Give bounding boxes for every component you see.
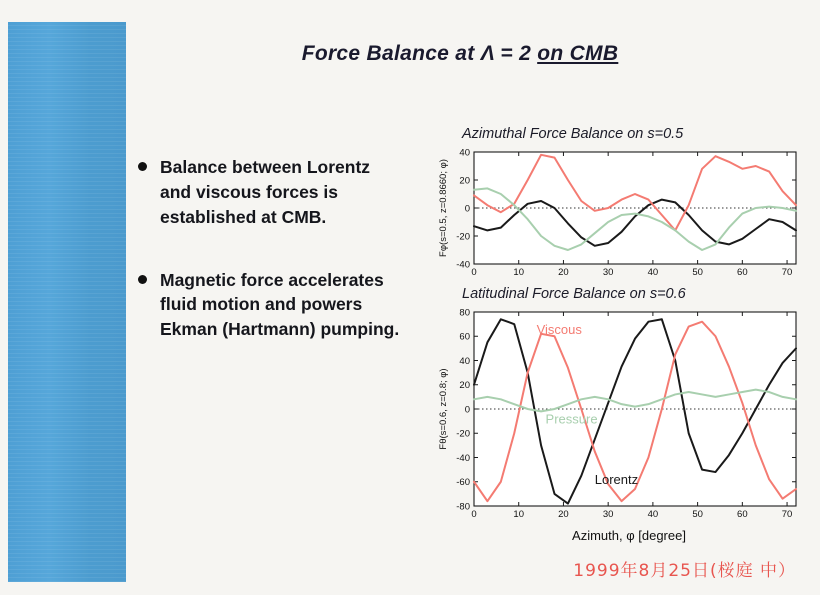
svg-text:40: 40	[459, 147, 470, 159]
svg-text:30: 30	[602, 267, 614, 278]
svg-text:0: 0	[464, 203, 470, 215]
list-item	[138, 155, 400, 230]
chart-azimuthal-force-balance	[418, 126, 810, 296]
svg-text:-60: -60	[456, 477, 470, 489]
svg-text:Fθ(s=0.6, z=0.8; φ): Fθ(s=0.6, z=0.8; φ)	[438, 368, 449, 450]
plot-area-wrapper	[418, 144, 810, 284]
svg-text:Pressure: Pressure	[545, 411, 598, 427]
svg-text:40: 40	[647, 509, 659, 520]
title-middle: = 2	[494, 42, 538, 65]
decorative-side-bar	[8, 22, 126, 582]
svg-text:10: 10	[513, 267, 525, 278]
svg-text:40: 40	[647, 267, 659, 278]
svg-text:Lorentz: Lorentz	[594, 472, 639, 488]
svg-text:20: 20	[558, 267, 569, 278]
svg-text:20: 20	[459, 175, 470, 187]
svg-text:-80: -80	[456, 501, 470, 513]
svg-text:70: 70	[781, 267, 793, 278]
bullet-dot-icon	[138, 162, 147, 171]
svg-text:80: 80	[459, 307, 470, 319]
page-title	[150, 42, 770, 66]
bullet-dot-icon	[138, 275, 147, 284]
title-prefix: Force Balance at	[301, 42, 481, 65]
chart-latitudinal-force-balance	[418, 286, 810, 548]
svg-text:-20: -20	[456, 231, 470, 243]
plot-area-wrapper	[418, 304, 810, 526]
svg-text:40: 40	[459, 355, 470, 367]
svg-text:0: 0	[464, 404, 470, 416]
svg-text:30: 30	[602, 509, 614, 520]
svg-text:20: 20	[459, 380, 470, 392]
chart-title: Latitudinal Force Balance on s=0.6	[462, 286, 686, 302]
x-axis-label: Azimuth, φ [degree]	[572, 528, 686, 543]
svg-text:60: 60	[737, 509, 748, 520]
svg-text:Fφ(s=0.5, z=0.8660; φ): Fφ(s=0.5, z=0.8660; φ)	[438, 159, 449, 257]
title-lambda: Λ	[480, 42, 495, 65]
bullet-text: Magnetic force accelerates fluid motion and powers Ekman (Hartmann) pumping.	[160, 269, 400, 340]
bullet-text: Balance between Lorentz and viscous forces is established at CMB.	[160, 157, 371, 227]
svg-text:0: 0	[471, 267, 477, 278]
svg-text:60: 60	[459, 331, 470, 343]
svg-text:-20: -20	[456, 428, 470, 440]
svg-text:50: 50	[692, 509, 703, 520]
date-stamp: 1999年8月25日(桜庭 中）	[573, 561, 796, 581]
svg-text:-40: -40	[456, 259, 470, 271]
svg-text:0: 0	[471, 509, 477, 520]
svg-text:60: 60	[737, 267, 748, 278]
bullet-list	[138, 155, 400, 380]
svg-text:10: 10	[513, 509, 525, 520]
svg-text:-40: -40	[456, 452, 470, 464]
list-item	[138, 268, 400, 343]
svg-text:Viscous: Viscous	[536, 321, 582, 337]
plot-svg	[418, 144, 810, 284]
svg-text:20: 20	[558, 509, 569, 520]
plot-svg	[418, 304, 810, 526]
svg-text:50: 50	[692, 267, 703, 278]
title-underlined: on CMB	[537, 42, 619, 65]
chart-title: Azimuthal Force Balance on s=0.5	[462, 126, 684, 142]
svg-text:70: 70	[781, 509, 793, 520]
